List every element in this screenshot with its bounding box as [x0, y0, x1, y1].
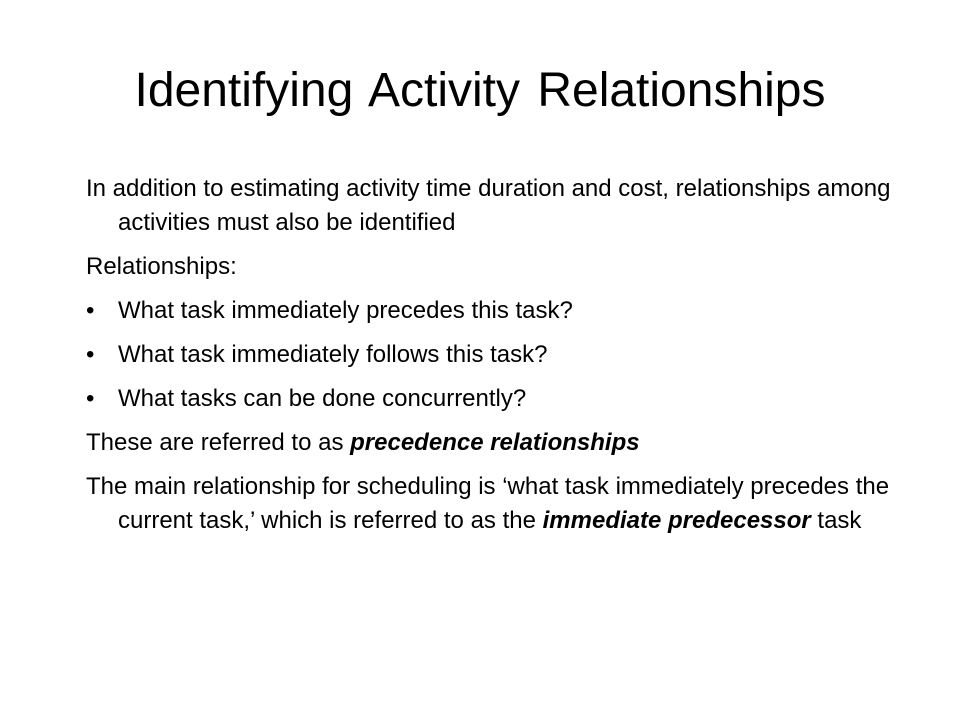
main-relationship-tail: task	[810, 507, 862, 534]
immediate-predecessor-emphasis: immediate predecessor	[542, 507, 811, 534]
bullet-text: What tasks can be done concurrently?	[118, 385, 527, 412]
bullet-text: What task immediately precedes this task?	[118, 297, 573, 324]
bullet-text: What task immediately follows this task?	[118, 341, 548, 368]
bullet-icon: •	[86, 297, 95, 324]
precedence-text: These are referred to as	[86, 429, 351, 456]
slide-title: Identifying Activity Relationships	[134, 64, 826, 117]
bullet-icon: •	[86, 341, 95, 368]
main-relationship-paragraph	[86, 470, 906, 538]
intro-paragraph: In addition to estimating activity time duration and cost, relationships among activities must also be identified	[86, 175, 891, 236]
main-relationship-text: The main relationship for scheduling is ‘what task immediately precedes the current task,’ which is referred to as the	[86, 473, 890, 534]
bullet-item	[86, 382, 906, 416]
bullet-item	[86, 338, 906, 372]
bullet-icon: •	[86, 385, 95, 412]
precedence-paragraph	[86, 426, 906, 460]
slide-body	[86, 172, 906, 548]
bullet-item	[86, 294, 906, 328]
relationships-heading: Relationships:	[86, 253, 237, 280]
precedence-emphasis: precedence relationships	[350, 429, 640, 456]
